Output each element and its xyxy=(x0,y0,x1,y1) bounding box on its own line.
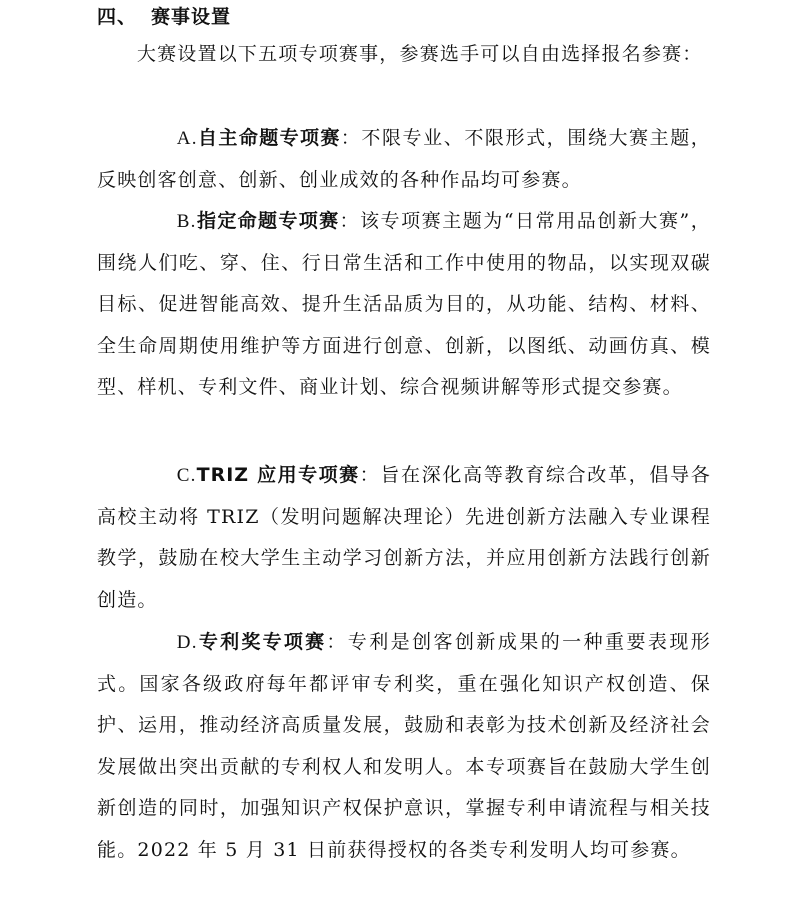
item-a-letter: A. xyxy=(176,128,198,149)
item-c-text: 旨在深化高等教育综合改革，倡导各高校主动将 TRIZ（发明问题解决理论）先进创新方法融入专业课程教学，鼓励在校大学生主动学习创新方法，并应用创新方法践行创新创造。 xyxy=(97,464,711,611)
section-heading xyxy=(97,2,231,29)
item-b-colon: ： xyxy=(339,210,360,232)
item-c-name: TRIZ 应用专项赛 xyxy=(196,464,360,486)
item-a-colon: ： xyxy=(340,127,362,149)
intro-paragraph: 大赛设置以下五项专项赛事，参赛选手可以自由选择报名参赛： xyxy=(136,43,703,65)
item-a-paragraph xyxy=(97,118,711,201)
item-b-letter: B. xyxy=(176,211,197,232)
item-d-text: 专利是创客创新成果的一种重要表现形式。国家各级政府每年都评审专利奖，重在强化知识产权创造、保护、运用，推动经济高质量发展，鼓励和表彰为技术创新及经济社会发展做出突出贡献的专利权人和发明人。本专项赛旨在鼓励大学生创新创造的同时，加强知识产权保护意识，掌握专利申请流程与相关技能。2022 年 5 月 31 日前获得授权的各类专利发明人均可参赛。 xyxy=(97,631,711,861)
item-d-name: 专利奖专项赛 xyxy=(197,631,327,653)
item-c-colon: ： xyxy=(359,464,381,486)
section-number: 四、 xyxy=(97,6,138,28)
item-a-name: 自主命题专项赛 xyxy=(197,127,341,149)
section-title: 赛事设置 xyxy=(151,6,232,28)
item-c-paragraph xyxy=(97,455,711,621)
item-b-name: 指定命题专项赛 xyxy=(196,210,340,232)
item-d-paragraph xyxy=(97,622,711,872)
item-a-text: 不限专业、不限形式，围绕大赛主题，反映创客创意、创新、创业成效的各种作品均可参赛。 xyxy=(97,127,711,191)
item-c-letter: C. xyxy=(176,465,197,486)
item-b-text: 该专项赛主题为“日常用品创新大赛”，围绕人们吃、穿、住、行日常生活和工作中使用的物品，以实现双碳目标、促进智能高效、提升生活品质为目的，从功能、结构、材料、全生命周期使用维护等方面进行创意、创新，以图纸、动画仿真、模型、样机、专利文件、商业计划、综合视频讲解等形式提交参赛。 xyxy=(97,210,712,399)
item-d-colon: ： xyxy=(326,631,348,653)
item-b-paragraph xyxy=(97,201,711,409)
item-d-letter: D. xyxy=(176,632,198,653)
